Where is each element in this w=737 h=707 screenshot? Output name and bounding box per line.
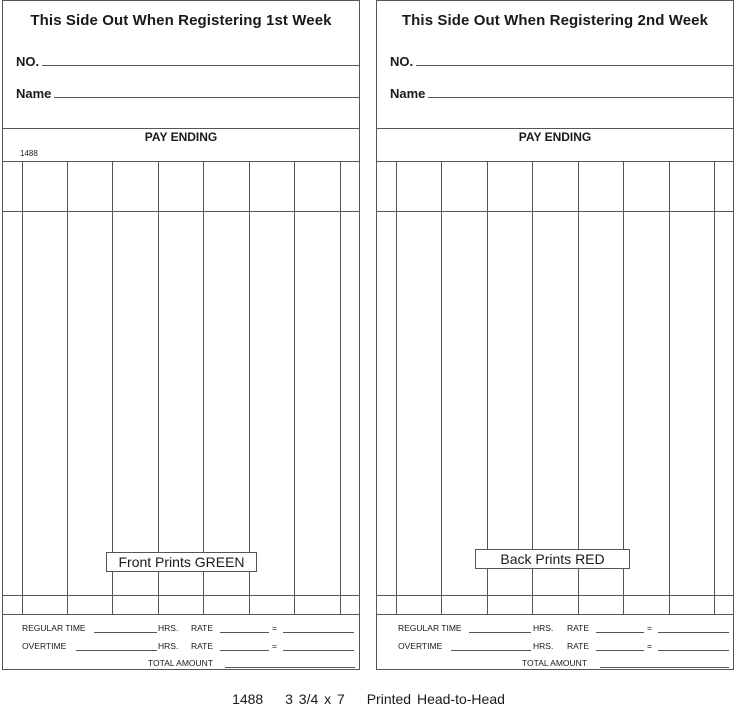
divider	[377, 161, 733, 162]
regular-time-row	[3, 623, 359, 635]
total-amount-line[interactable]	[225, 667, 355, 668]
regular-time-line[interactable]	[469, 632, 531, 633]
name-line	[428, 97, 733, 98]
regular-time-label: REGULAR TIME	[22, 623, 86, 633]
column-line	[67, 161, 68, 614]
amount-line[interactable]	[283, 632, 354, 633]
total-amount-row	[377, 658, 733, 670]
hrs-label: HRS.	[533, 623, 554, 633]
column-line	[396, 161, 397, 614]
regular-time-label: REGULAR TIME	[398, 623, 462, 633]
column-line	[158, 161, 159, 614]
regular-time-line[interactable]	[94, 632, 157, 633]
total-amount-line[interactable]	[600, 667, 729, 668]
divider	[3, 211, 359, 212]
column-line	[441, 161, 442, 614]
time-card-front	[2, 0, 360, 670]
divider	[377, 614, 733, 615]
pay-ending-heading: PAY ENDING	[144, 130, 218, 144]
regular-time-row	[377, 623, 733, 635]
column-line	[203, 161, 204, 614]
divider	[3, 128, 359, 129]
overtime-label: OVERTIME	[22, 641, 67, 651]
total-amount-label: TOTAL AMOUNT	[522, 658, 588, 668]
rate-label: RATE	[191, 641, 214, 651]
equals-sign: =	[647, 623, 652, 633]
form-number: 1488	[20, 149, 38, 158]
column-line	[340, 161, 341, 614]
number-label: NO.	[16, 54, 40, 69]
divider	[3, 614, 359, 615]
total-amount-row	[3, 658, 359, 670]
number-field[interactable]	[390, 54, 733, 69]
product-number: 1488	[232, 691, 264, 707]
amount-line[interactable]	[658, 650, 729, 651]
column-line	[578, 161, 579, 614]
divider	[3, 161, 359, 162]
total-amount-label: TOTAL AMOUNT	[148, 658, 214, 668]
rate-label: RATE	[567, 623, 590, 633]
name-field[interactable]	[390, 86, 733, 101]
equals-sign: =	[272, 641, 277, 651]
name-label: Name	[16, 86, 52, 101]
number-label: NO.	[390, 54, 414, 69]
product-note: Printed Head-to-Head	[366, 691, 505, 707]
rate-label: RATE	[567, 641, 590, 651]
column-line	[669, 161, 670, 614]
print-color-note: Front Prints GREEN	[106, 552, 257, 572]
name-field[interactable]	[16, 86, 359, 101]
overtime-row	[3, 641, 359, 653]
column-line	[22, 161, 23, 614]
hrs-label: HRS.	[158, 623, 179, 633]
amount-line[interactable]	[658, 632, 729, 633]
product-caption	[0, 691, 737, 707]
overtime-line[interactable]	[451, 650, 531, 651]
overtime-line[interactable]	[76, 650, 157, 651]
divider	[377, 595, 733, 596]
rate-label: RATE	[191, 623, 214, 633]
print-color-note: Back Prints RED	[475, 549, 630, 569]
time-card-back	[376, 0, 734, 670]
number-line	[42, 65, 359, 66]
column-line	[714, 161, 715, 614]
name-label: Name	[390, 86, 426, 101]
hrs-label: HRS.	[533, 641, 554, 651]
equals-sign: =	[272, 623, 277, 633]
column-line	[249, 161, 250, 614]
overtime-row	[377, 641, 733, 653]
equals-sign: =	[647, 641, 652, 651]
card-title: This Side Out When Registering 2nd Week	[401, 12, 709, 29]
amount-line[interactable]	[283, 650, 354, 651]
pay-ending-heading: PAY ENDING	[518, 130, 592, 144]
card-title: This Side Out When Registering 1st Week	[30, 12, 332, 29]
product-size: 3 3/4 x 7	[285, 691, 345, 707]
divider	[377, 128, 733, 129]
column-line	[112, 161, 113, 614]
column-line	[623, 161, 624, 614]
name-line	[54, 97, 359, 98]
divider	[3, 595, 359, 596]
rate-line[interactable]	[596, 650, 644, 651]
column-line	[487, 161, 488, 614]
number-field[interactable]	[16, 54, 359, 69]
rate-line[interactable]	[596, 632, 644, 633]
column-line	[294, 161, 295, 614]
number-line	[416, 65, 733, 66]
rate-line[interactable]	[220, 632, 269, 633]
divider	[377, 211, 733, 212]
overtime-label: OVERTIME	[398, 641, 443, 651]
rate-line[interactable]	[220, 650, 269, 651]
column-line	[532, 161, 533, 614]
hrs-label: HRS.	[158, 641, 179, 651]
